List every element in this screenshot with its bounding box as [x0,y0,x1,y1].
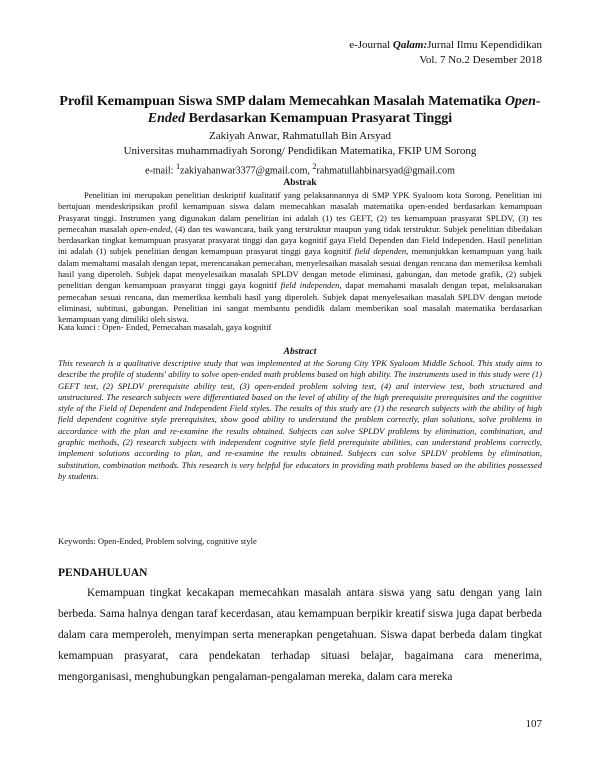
kata-kunci: Kata kunci : Open- Ended, Pemecahan masalah, gaya kognitif [58,322,272,332]
email-1: zakiyahanwar3377@gmail.com, [180,165,313,177]
abstrak-seg-1: Penelitian ini merupakan penelitian deskriptif kualitatif yang pelaksannannya di SMP YPK Syaloom kota Sorong. Penelitian ini bertujuan mendeskripsikan profil kemampuan siswa dalam memecahkan masalah matematika open-ended berdasarkan kemampuan Prasyarat tinggi. Instrumen yang digunakan dalam penelitian ini adalah (1) tes GEFT, (2) tes kemampuan prasyarat SPLDV, (3) tes pemecahan masalah [58,190,542,234]
journal-suffix: Jurnal Ilmu Kependidikan [427,39,542,51]
email-sup-2: 2 [312,162,317,171]
abstrak-seg-4: dapat memahami masalah dengan tepat, melaksanakan pemecahan sesuai rencana, dan memeriksa kembali hasil yang diperoleh. Subjek dapat menyelesaikan masalah SPLDV dengan metode eliminasi, subtitusi, gabungan. Penelitian ini sangat membantu pendidik dalam memberikan soal masalah matematika berdasarkan kemampuan yang dimiliki oleh siswa. [58,280,542,325]
email-sup-1: 1 [175,162,181,171]
abstrak-text [58,190,542,326]
keywords: Keywords: Open-Ended, Problem solving, cognitive style [58,536,257,546]
author-block [58,129,542,178]
title-part-2: Open-Ended [147,94,541,126]
email-2: rahmatullahbinarsyad@gmail.com [316,165,455,177]
author-affiliation: Universitas muhammadiyah Sorong/ Pendidikan Matematika, FKIP UM Sorong [123,145,477,157]
email-label: e-mail: [145,165,176,177]
journal-name-line [349,38,542,53]
author-emails [58,159,542,178]
abstract-heading: Abstract [283,347,317,357]
abstrak-seg-3: menunjukkan kemampuan yang baik dalam memahami masalah dengan tepat, merencanakan pemecahan, menyelesaikan masalah sesuai dengan rencana dan memeriksa kembali hasil yang diperoleh. Subjek dapat menyelesaikan masalah SPLDV dengan metode eliminasi, gabungan, dan metode grafik, (2) subjek penelitian dengan kemampuan prasyarat tinggi gaya kognitif [58,246,543,291]
title-part-3: Berdasarkan Kemampuan Prasyarat Tinggi [185,111,453,126]
journal-name: Qalam: [392,39,428,51]
intro-paragraph: Kemampuan tingkat kecakapan memecahkan masalah antara siswa yang satu dengan yang lain berbeda. Sama halnya dengan taraf kecerdasan, atau kemampuan berpikir kreatif siswa juga dapat berbeda dalam cara memperoleh, menyimpan serta menerapkan pengetahuan. Siswa dapat berbeda dalam tingkat kemampuan prasyarat, cara pendekatan terhadap situasi belajar, bagaimana cara menerima, mengorganisasi, menghubungkan pengalaman-pengalaman mereka, dalam cara mereka [58,587,542,683]
abstrak-italic-3: field independen, [280,280,342,291]
abstract-text: This research is a qualitative descriptive study that was implemented at the Sorong City YPK Syaloom Middle School. This study aims to describe the profile of students' ability to solve open-ended math problems based on high ability. The instruments used in this study were (1) GEFT test, (2) SPLDV prerequisite ability test, (3) open-ended problem solving test, (4) and interview test, both structured and unstructured. The research subjects were differentiated based on the level of ability of the high prerequisite prerequisites and the cognitive style of the Field of Dependent and Independent Field styles. The results of this study are (1) the research subjects with the ability of high field dependent cognitive style prerequisites, show good ability to understand the problem correctly, plan solutions, solve problems in accordance with the plan and re-examine the results obtained. Subjects can solve SPLDV problems by elimination, combination, and graphic methods, (2) research subjects with independent cognitive style field prerequisite abilities, can understand problems correctly, implement solutions according to plan, and re-examine the results obtained. Subjects can solve SPLDV problems by elimination, substitution, combination methods. This research is very helpful for educators in providing math problems based on the abilities possessed by students. [58,358,542,481]
title-part-1: Profil Kemampuan Siswa SMP dalam Memecahkan Masalah Matematika [59,94,505,109]
paper-title [58,93,542,127]
journal-header [349,38,542,68]
section-heading: PENDAHULUAN [58,567,148,579]
abstrak-heading: Abstrak [283,178,317,188]
abstrak-italic-2: field dependen, [354,246,409,257]
journal-volume: Vol. 7 No.2 Desember 2018 [419,54,542,66]
page-number: 107 [525,718,542,730]
journal-prefix: e-Journal [349,39,393,51]
abstrak-italic-1: open-ended, [130,223,173,234]
author-names: Zakiyah Anwar, Rahmatullah Bin Arsyad [209,130,391,142]
abstrak-seg-2: (4) dan tes wawancara, baik yang terstruktur maupun yang tidak terstruktur. Subjek penelitian dibedakan berdasarkan tingkat kemampuan prasyarat prasyarat tinggi dan gaya kognitif gaya Field Dependen dan Field Independen. Hasil penelitian ini adalah (1) subjek penelitian dengan kemampuan prasyarat tinggi gaya kognitif [58,223,542,257]
